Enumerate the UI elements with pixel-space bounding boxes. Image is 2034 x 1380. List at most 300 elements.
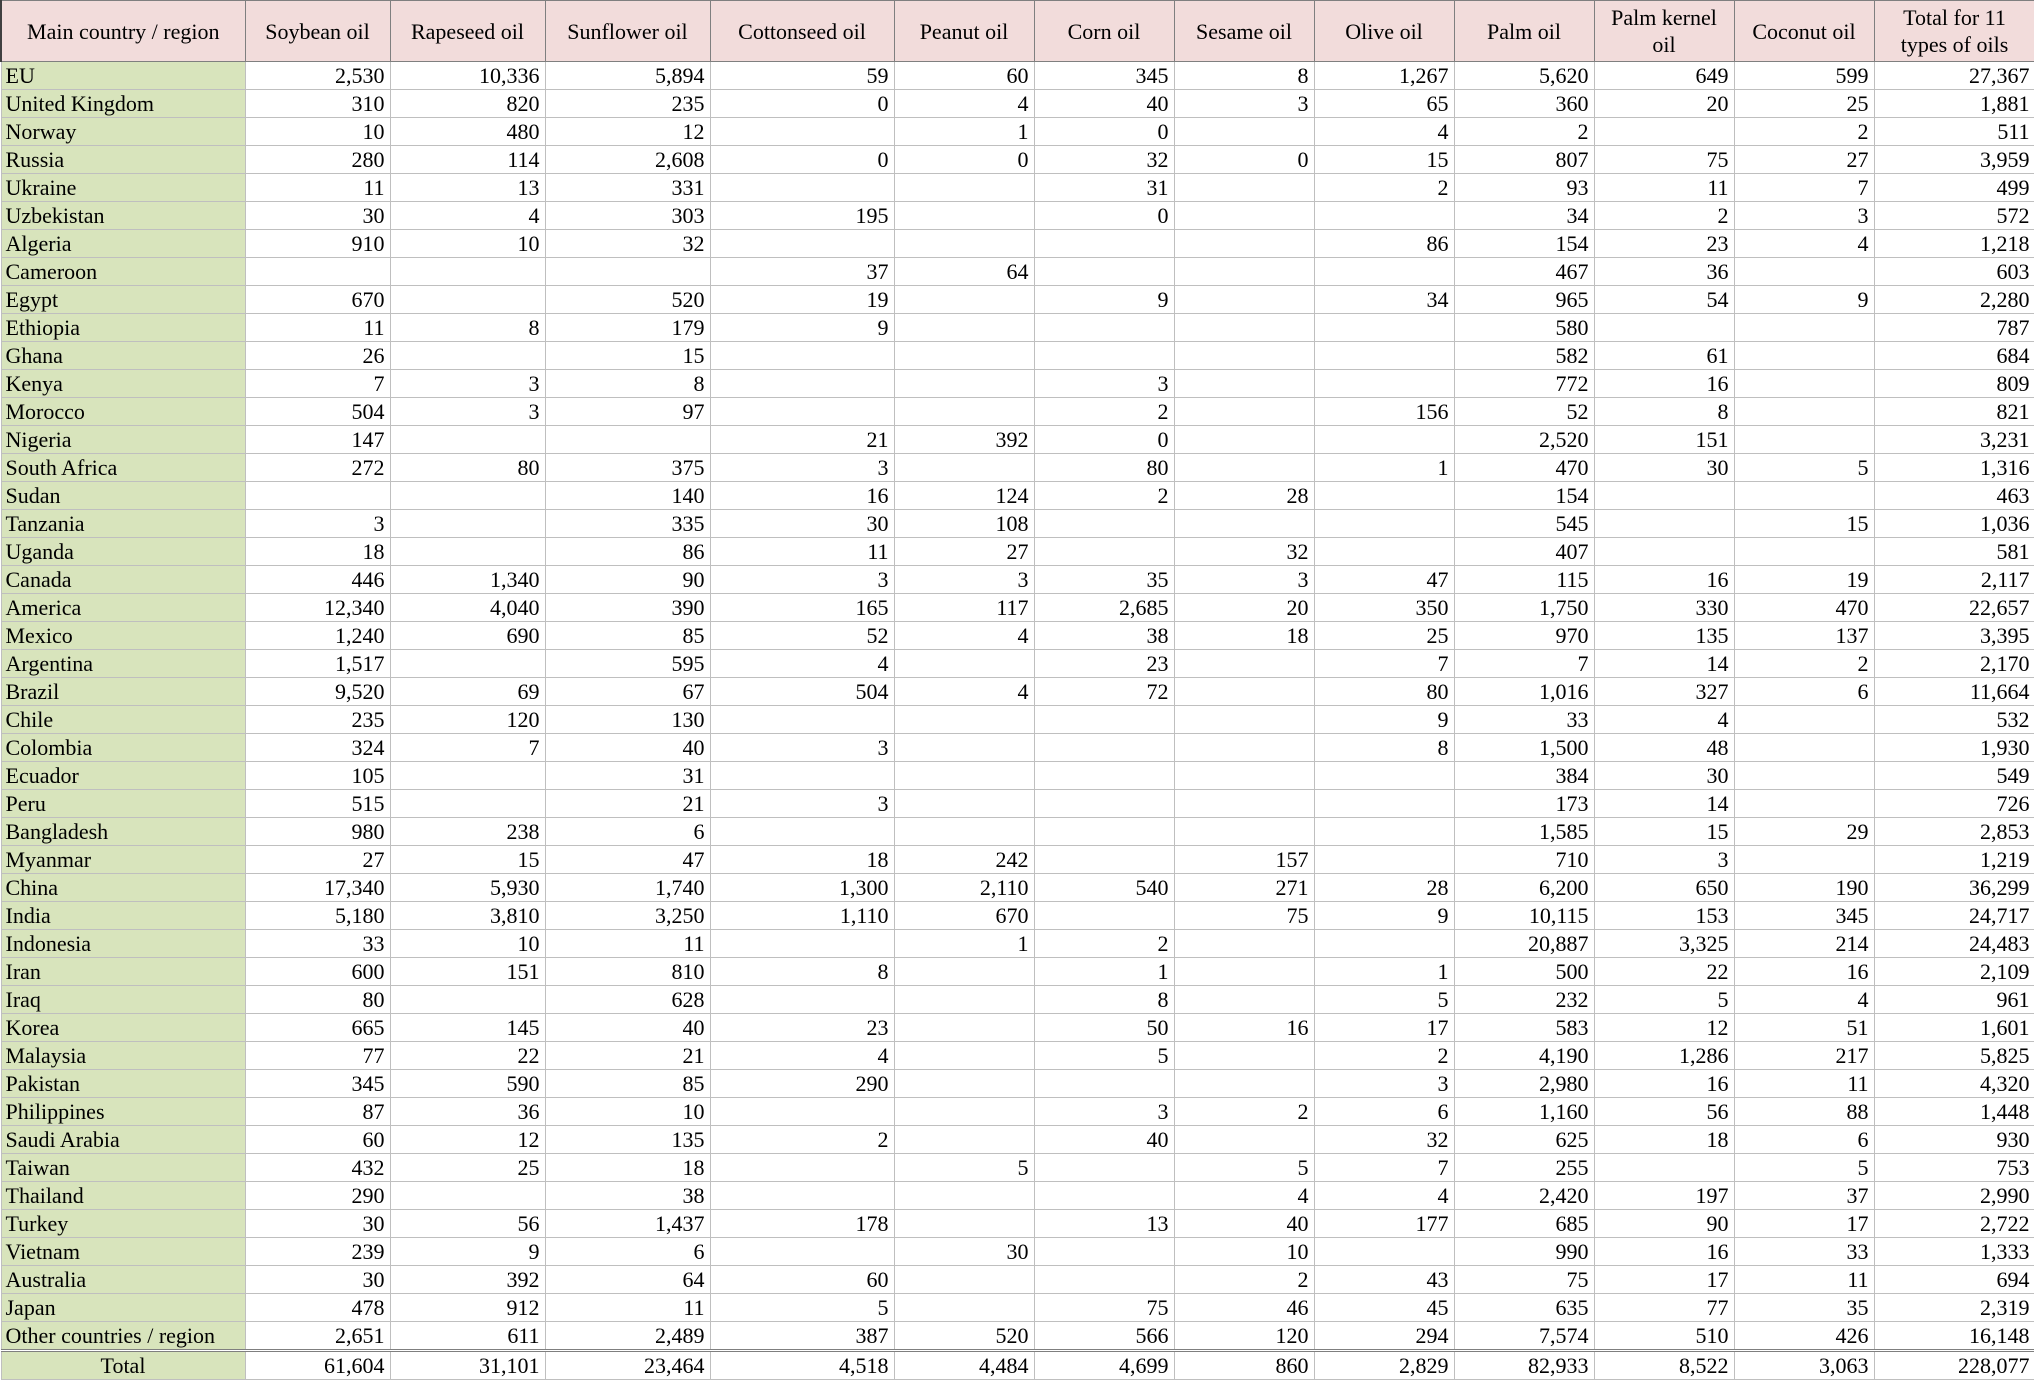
total-cell[interactable]: 23,464 [545, 1351, 710, 1380]
table-cell[interactable] [710, 762, 894, 790]
table-cell[interactable]: 1,517 [245, 650, 390, 678]
table-cell[interactable] [894, 1266, 1034, 1294]
table-cell[interactable] [390, 650, 545, 678]
row-label-cell[interactable]: Sudan [1, 482, 245, 510]
table-cell[interactable]: 603 [1874, 258, 2034, 286]
table-cell[interactable]: 45 [1314, 1294, 1454, 1322]
table-cell[interactable]: 140 [545, 482, 710, 510]
table-cell[interactable]: 375 [545, 454, 710, 482]
table-cell[interactable] [894, 1014, 1034, 1042]
column-header[interactable]: Cottonseed oil [710, 1, 894, 62]
table-cell[interactable]: 4 [1314, 1182, 1454, 1210]
table-cell[interactable]: 1,500 [1454, 734, 1594, 762]
table-cell[interactable]: 38 [545, 1182, 710, 1210]
table-cell[interactable]: 50 [1034, 1014, 1174, 1042]
table-cell[interactable]: 3 [1174, 566, 1314, 594]
table-cell[interactable] [1174, 706, 1314, 734]
table-cell[interactable]: 7 [390, 734, 545, 762]
table-cell[interactable]: 1,036 [1874, 510, 2034, 538]
table-cell[interactable]: 72 [1034, 678, 1174, 706]
table-cell[interactable] [1034, 1154, 1174, 1182]
row-label-cell[interactable]: United Kingdom [1, 90, 245, 118]
table-cell[interactable]: 8 [1314, 734, 1454, 762]
table-cell[interactable]: 2,489 [545, 1322, 710, 1351]
table-cell[interactable]: 271 [1174, 874, 1314, 902]
table-cell[interactable]: 27,367 [1874, 62, 2034, 90]
table-cell[interactable]: 4 [894, 622, 1034, 650]
table-cell[interactable]: 23 [710, 1014, 894, 1042]
table-cell[interactable]: 5 [1734, 454, 1874, 482]
table-cell[interactable] [894, 1182, 1034, 1210]
table-cell[interactable]: 20,887 [1454, 930, 1594, 958]
table-cell[interactable]: 1,240 [245, 622, 390, 650]
table-cell[interactable]: 0 [894, 146, 1034, 174]
table-cell[interactable] [1314, 426, 1454, 454]
table-cell[interactable]: 810 [545, 958, 710, 986]
table-cell[interactable]: 21 [545, 790, 710, 818]
table-cell[interactable] [390, 986, 545, 1014]
table-cell[interactable] [390, 790, 545, 818]
table-cell[interactable]: 25 [390, 1154, 545, 1182]
table-cell[interactable]: 7 [1314, 1154, 1454, 1182]
table-cell[interactable] [894, 1126, 1034, 1154]
table-cell[interactable] [1594, 1154, 1734, 1182]
row-label-cell[interactable]: Ethiopia [1, 314, 245, 342]
table-cell[interactable] [894, 202, 1034, 230]
table-cell[interactable] [1174, 426, 1314, 454]
table-cell[interactable]: 151 [390, 958, 545, 986]
table-cell[interactable] [1734, 790, 1874, 818]
table-cell[interactable]: 75 [1034, 1294, 1174, 1322]
table-cell[interactable]: 90 [1594, 1210, 1734, 1238]
table-cell[interactable]: 1 [1314, 958, 1454, 986]
table-cell[interactable] [1174, 342, 1314, 370]
table-cell[interactable] [1174, 734, 1314, 762]
table-cell[interactable]: 85 [545, 1070, 710, 1098]
table-cell[interactable]: 235 [545, 90, 710, 118]
table-cell[interactable] [1734, 398, 1874, 426]
table-cell[interactable] [1034, 818, 1174, 846]
column-header[interactable]: Coconut oil [1734, 1, 1874, 62]
table-cell[interactable] [1734, 538, 1874, 566]
table-cell[interactable] [1034, 510, 1174, 538]
table-cell[interactable]: 1,437 [545, 1210, 710, 1238]
table-cell[interactable] [1174, 314, 1314, 342]
row-label-cell[interactable]: Nigeria [1, 426, 245, 454]
table-cell[interactable] [1314, 1238, 1454, 1266]
table-cell[interactable]: 239 [245, 1238, 390, 1266]
table-cell[interactable]: 2,651 [245, 1322, 390, 1351]
table-cell[interactable]: 0 [1034, 202, 1174, 230]
table-cell[interactable]: 15 [1594, 818, 1734, 846]
column-header[interactable]: Palm oil [1454, 1, 1594, 62]
table-cell[interactable] [710, 986, 894, 1014]
table-cell[interactable]: 93 [1454, 174, 1594, 202]
table-cell[interactable] [1314, 818, 1454, 846]
row-label-cell[interactable]: Argentina [1, 650, 245, 678]
table-cell[interactable] [1034, 1070, 1174, 1098]
table-cell[interactable] [1034, 1238, 1174, 1266]
table-cell[interactable] [1034, 846, 1174, 874]
table-cell[interactable]: 1 [894, 930, 1034, 958]
column-header[interactable]: Olive oil [1314, 1, 1454, 62]
table-cell[interactable]: 8 [1034, 986, 1174, 1014]
table-cell[interactable]: 360 [1454, 90, 1594, 118]
table-cell[interactable]: 153 [1594, 902, 1734, 930]
table-cell[interactable] [245, 258, 390, 286]
table-cell[interactable] [894, 958, 1034, 986]
table-cell[interactable] [1314, 258, 1454, 286]
table-cell[interactable]: 147 [245, 426, 390, 454]
table-cell[interactable]: 75 [1174, 902, 1314, 930]
table-cell[interactable]: 30 [710, 510, 894, 538]
table-cell[interactable]: 17 [1314, 1014, 1454, 1042]
table-cell[interactable]: 11 [1734, 1266, 1874, 1294]
table-cell[interactable]: 3 [1034, 1098, 1174, 1126]
table-cell[interactable]: 11 [245, 174, 390, 202]
table-cell[interactable] [1734, 342, 1874, 370]
table-cell[interactable] [1314, 370, 1454, 398]
table-cell[interactable] [1174, 258, 1314, 286]
table-cell[interactable]: 478 [245, 1294, 390, 1322]
table-cell[interactable]: 384 [1454, 762, 1594, 790]
table-cell[interactable]: 1 [1314, 454, 1454, 482]
table-cell[interactable]: 6 [545, 1238, 710, 1266]
table-cell[interactable]: 16 [710, 482, 894, 510]
table-cell[interactable]: 0 [710, 146, 894, 174]
table-cell[interactable]: 23 [1034, 650, 1174, 678]
table-cell[interactable]: 930 [1874, 1126, 2034, 1154]
table-cell[interactable]: 324 [245, 734, 390, 762]
row-label-cell[interactable]: Iran [1, 958, 245, 986]
table-cell[interactable]: 65 [1314, 90, 1454, 118]
table-cell[interactable]: 67 [545, 678, 710, 706]
table-cell[interactable]: 7 [1314, 650, 1454, 678]
table-cell[interactable]: 463 [1874, 482, 2034, 510]
table-cell[interactable]: 59 [710, 62, 894, 90]
table-cell[interactable] [1034, 314, 1174, 342]
table-cell[interactable]: 15 [390, 846, 545, 874]
table-cell[interactable]: 6 [1314, 1098, 1454, 1126]
table-cell[interactable]: 15 [1734, 510, 1874, 538]
table-cell[interactable]: 10 [390, 930, 545, 958]
table-cell[interactable]: 1,267 [1314, 62, 1454, 90]
table-cell[interactable]: 4 [390, 202, 545, 230]
table-cell[interactable]: 10,115 [1454, 902, 1594, 930]
table-cell[interactable]: 753 [1874, 1154, 2034, 1182]
table-cell[interactable]: 30 [245, 1266, 390, 1294]
table-cell[interactable] [1734, 426, 1874, 454]
table-cell[interactable]: 2,520 [1454, 426, 1594, 454]
table-cell[interactable] [894, 1070, 1034, 1098]
table-cell[interactable]: 5 [710, 1294, 894, 1322]
table-cell[interactable]: 40 [1034, 90, 1174, 118]
table-cell[interactable]: 10,336 [390, 62, 545, 90]
table-cell[interactable]: 40 [1034, 1126, 1174, 1154]
table-cell[interactable]: 37 [710, 258, 894, 286]
table-cell[interactable]: 4 [710, 1042, 894, 1070]
table-cell[interactable]: 684 [1874, 342, 2034, 370]
column-header[interactable]: Palm kernel oil [1594, 1, 1734, 62]
table-cell[interactable]: 135 [545, 1126, 710, 1154]
table-cell[interactable]: 635 [1454, 1294, 1594, 1322]
row-label-cell[interactable]: Philippines [1, 1098, 245, 1126]
table-cell[interactable]: 97 [545, 398, 710, 426]
row-label-cell[interactable]: America [1, 594, 245, 622]
row-label-cell[interactable]: Peru [1, 790, 245, 818]
table-cell[interactable]: 470 [1734, 594, 1874, 622]
table-cell[interactable]: 330 [1594, 594, 1734, 622]
table-cell[interactable]: 14 [1594, 650, 1734, 678]
table-cell[interactable] [1594, 510, 1734, 538]
table-cell[interactable] [710, 930, 894, 958]
table-cell[interactable]: 36 [390, 1098, 545, 1126]
table-cell[interactable]: 4 [894, 678, 1034, 706]
column-header[interactable]: Total for 11 types of oils [1874, 1, 2034, 62]
table-cell[interactable]: 38 [1034, 622, 1174, 650]
table-cell[interactable] [710, 1098, 894, 1126]
table-cell[interactable] [710, 398, 894, 426]
table-cell[interactable]: 303 [545, 202, 710, 230]
table-cell[interactable] [894, 1098, 1034, 1126]
table-cell[interactable]: 580 [1454, 314, 1594, 342]
table-cell[interactable]: 85 [545, 622, 710, 650]
row-label-cell[interactable]: Korea [1, 1014, 245, 1042]
table-cell[interactable] [710, 342, 894, 370]
table-cell[interactable]: 13 [390, 174, 545, 202]
table-cell[interactable]: 217 [1734, 1042, 1874, 1070]
table-cell[interactable]: 2,117 [1874, 566, 2034, 594]
table-cell[interactable]: 6 [545, 818, 710, 846]
table-cell[interactable] [390, 426, 545, 454]
table-cell[interactable] [1734, 258, 1874, 286]
table-cell[interactable]: 3 [710, 734, 894, 762]
table-cell[interactable]: 23 [1594, 230, 1734, 258]
table-cell[interactable]: 29 [1734, 818, 1874, 846]
table-cell[interactable]: 43 [1314, 1266, 1454, 1294]
table-cell[interactable]: 387 [710, 1322, 894, 1351]
table-cell[interactable]: 1 [894, 118, 1034, 146]
total-cell[interactable]: 860 [1174, 1351, 1314, 1380]
table-cell[interactable] [1594, 118, 1734, 146]
total-cell[interactable]: 4,518 [710, 1351, 894, 1380]
table-cell[interactable]: 1,881 [1874, 90, 2034, 118]
table-cell[interactable] [1034, 230, 1174, 258]
table-cell[interactable]: 178 [710, 1210, 894, 1238]
total-cell[interactable]: 8,522 [1594, 1351, 1734, 1380]
table-cell[interactable] [1734, 314, 1874, 342]
table-cell[interactable]: 685 [1454, 1210, 1594, 1238]
column-header[interactable]: Peanut oil [894, 1, 1034, 62]
table-cell[interactable]: 2 [1314, 1042, 1454, 1070]
table-cell[interactable]: 1,316 [1874, 454, 2034, 482]
total-label-cell[interactable]: Total [1, 1351, 245, 1380]
table-cell[interactable] [1734, 734, 1874, 762]
table-cell[interactable]: 625 [1454, 1126, 1594, 1154]
table-cell[interactable]: 3 [1594, 846, 1734, 874]
table-cell[interactable]: 9 [1034, 286, 1174, 314]
table-cell[interactable]: 3 [894, 566, 1034, 594]
table-cell[interactable] [390, 482, 545, 510]
table-cell[interactable] [710, 1238, 894, 1266]
table-cell[interactable]: 807 [1454, 146, 1594, 174]
row-label-cell[interactable]: Mexico [1, 622, 245, 650]
table-cell[interactable] [1174, 118, 1314, 146]
table-cell[interactable]: 13 [1034, 1210, 1174, 1238]
table-cell[interactable]: 16 [1174, 1014, 1314, 1042]
table-cell[interactable]: 69 [390, 678, 545, 706]
table-cell[interactable]: 32 [1034, 146, 1174, 174]
table-cell[interactable]: 820 [390, 90, 545, 118]
table-cell[interactable]: 18 [1174, 622, 1314, 650]
table-cell[interactable] [1174, 650, 1314, 678]
table-cell[interactable]: 11,664 [1874, 678, 2034, 706]
table-cell[interactable]: 545 [1454, 510, 1594, 538]
table-cell[interactable] [1174, 762, 1314, 790]
row-label-cell[interactable]: Taiwan [1, 1154, 245, 1182]
table-cell[interactable]: 665 [245, 1014, 390, 1042]
table-cell[interactable]: 290 [710, 1070, 894, 1098]
table-cell[interactable] [1734, 482, 1874, 510]
table-cell[interactable]: 5 [1594, 986, 1734, 1014]
total-cell[interactable]: 3,063 [1734, 1351, 1874, 1380]
table-cell[interactable]: 120 [1174, 1322, 1314, 1351]
table-cell[interactable]: 16 [1594, 370, 1734, 398]
table-cell[interactable]: 3,325 [1594, 930, 1734, 958]
table-cell[interactable]: 965 [1454, 286, 1594, 314]
table-cell[interactable]: 47 [1314, 566, 1454, 594]
table-cell[interactable]: 446 [245, 566, 390, 594]
table-cell[interactable]: 1,160 [1454, 1098, 1594, 1126]
table-cell[interactable]: 77 [1594, 1294, 1734, 1322]
table-cell[interactable]: 18 [710, 846, 894, 874]
table-cell[interactable]: 56 [390, 1210, 545, 1238]
table-cell[interactable]: 3 [1034, 370, 1174, 398]
table-cell[interactable] [390, 342, 545, 370]
table-cell[interactable] [1034, 734, 1174, 762]
table-cell[interactable]: 499 [1874, 174, 2034, 202]
row-label-cell[interactable]: Myanmar [1, 846, 245, 874]
table-cell[interactable]: 3 [710, 454, 894, 482]
table-cell[interactable]: 595 [545, 650, 710, 678]
table-cell[interactable]: 12 [390, 1126, 545, 1154]
table-cell[interactable]: 1,340 [390, 566, 545, 594]
total-cell[interactable]: 4,484 [894, 1351, 1034, 1380]
table-cell[interactable]: 2,280 [1874, 286, 2034, 314]
table-cell[interactable] [1034, 538, 1174, 566]
table-cell[interactable]: 1,218 [1874, 230, 2034, 258]
table-cell[interactable]: 710 [1454, 846, 1594, 874]
table-cell[interactable] [1594, 482, 1734, 510]
table-cell[interactable]: 726 [1874, 790, 2034, 818]
table-cell[interactable]: 77 [245, 1042, 390, 1070]
table-cell[interactable]: 6,200 [1454, 874, 1594, 902]
table-cell[interactable]: 18 [545, 1154, 710, 1182]
table-cell[interactable]: 34 [1454, 202, 1594, 230]
table-cell[interactable] [1174, 930, 1314, 958]
table-cell[interactable]: 772 [1454, 370, 1594, 398]
table-cell[interactable] [1314, 538, 1454, 566]
row-label-cell[interactable]: Saudi Arabia [1, 1126, 245, 1154]
table-cell[interactable]: 35 [1734, 1294, 1874, 1322]
row-label-cell[interactable]: Vietnam [1, 1238, 245, 1266]
table-cell[interactable] [1174, 986, 1314, 1014]
table-cell[interactable]: 4 [894, 90, 1034, 118]
row-label-cell[interactable]: EU [1, 62, 245, 90]
row-label-cell[interactable]: Malaysia [1, 1042, 245, 1070]
table-cell[interactable]: 7 [1454, 650, 1594, 678]
table-cell[interactable]: 214 [1734, 930, 1874, 958]
row-label-cell[interactable]: China [1, 874, 245, 902]
table-cell[interactable] [710, 370, 894, 398]
table-cell[interactable] [1174, 1042, 1314, 1070]
table-cell[interactable]: 345 [1734, 902, 1874, 930]
row-label-cell[interactable]: Bangladesh [1, 818, 245, 846]
table-cell[interactable] [1594, 538, 1734, 566]
table-cell[interactable]: 24,717 [1874, 902, 2034, 930]
table-cell[interactable]: 54 [1594, 286, 1734, 314]
table-cell[interactable]: 16 [1594, 566, 1734, 594]
table-cell[interactable]: 2 [1454, 118, 1594, 146]
table-cell[interactable] [1314, 314, 1454, 342]
table-cell[interactable] [1174, 286, 1314, 314]
row-label-cell[interactable]: Canada [1, 566, 245, 594]
table-cell[interactable]: 88 [1734, 1098, 1874, 1126]
table-cell[interactable]: 1,219 [1874, 846, 2034, 874]
table-cell[interactable]: 80 [1314, 678, 1454, 706]
table-cell[interactable]: 3,959 [1874, 146, 2034, 174]
row-label-cell[interactable]: Brazil [1, 678, 245, 706]
table-cell[interactable] [894, 986, 1034, 1014]
table-cell[interactable]: 5,180 [245, 902, 390, 930]
table-cell[interactable]: 4,040 [390, 594, 545, 622]
table-cell[interactable]: 114 [390, 146, 545, 174]
table-cell[interactable] [894, 230, 1034, 258]
table-cell[interactable]: 272 [245, 454, 390, 482]
table-cell[interactable] [894, 734, 1034, 762]
table-cell[interactable]: 0 [710, 90, 894, 118]
row-label-cell[interactable]: Ecuador [1, 762, 245, 790]
table-cell[interactable]: 1,286 [1594, 1042, 1734, 1070]
table-cell[interactable]: 90 [545, 566, 710, 594]
table-cell[interactable]: 36,299 [1874, 874, 2034, 902]
table-cell[interactable]: 787 [1874, 314, 2034, 342]
table-cell[interactable] [1314, 482, 1454, 510]
table-cell[interactable]: 15 [1314, 146, 1454, 174]
table-cell[interactable] [1034, 706, 1174, 734]
table-cell[interactable]: 2,170 [1874, 650, 2034, 678]
table-cell[interactable]: 2 [1314, 174, 1454, 202]
table-cell[interactable] [710, 1182, 894, 1210]
table-cell[interactable] [545, 258, 710, 286]
table-cell[interactable]: 135 [1594, 622, 1734, 650]
table-cell[interactable] [1734, 762, 1874, 790]
table-cell[interactable]: 3 [1314, 1070, 1454, 1098]
table-cell[interactable]: 5 [1174, 1154, 1314, 1182]
table-cell[interactable] [1314, 930, 1454, 958]
table-cell[interactable]: 2 [1034, 482, 1174, 510]
table-cell[interactable]: 8 [1174, 62, 1314, 90]
table-cell[interactable] [710, 1154, 894, 1182]
table-cell[interactable]: 8 [1594, 398, 1734, 426]
table-cell[interactable]: 10 [390, 230, 545, 258]
table-cell[interactable]: 280 [245, 146, 390, 174]
column-header-country[interactable]: Main country / region [1, 1, 245, 62]
table-cell[interactable]: 24,483 [1874, 930, 2034, 958]
table-cell[interactable]: 52 [1454, 398, 1594, 426]
table-cell[interactable]: 2,110 [894, 874, 1034, 902]
table-cell[interactable] [390, 286, 545, 314]
